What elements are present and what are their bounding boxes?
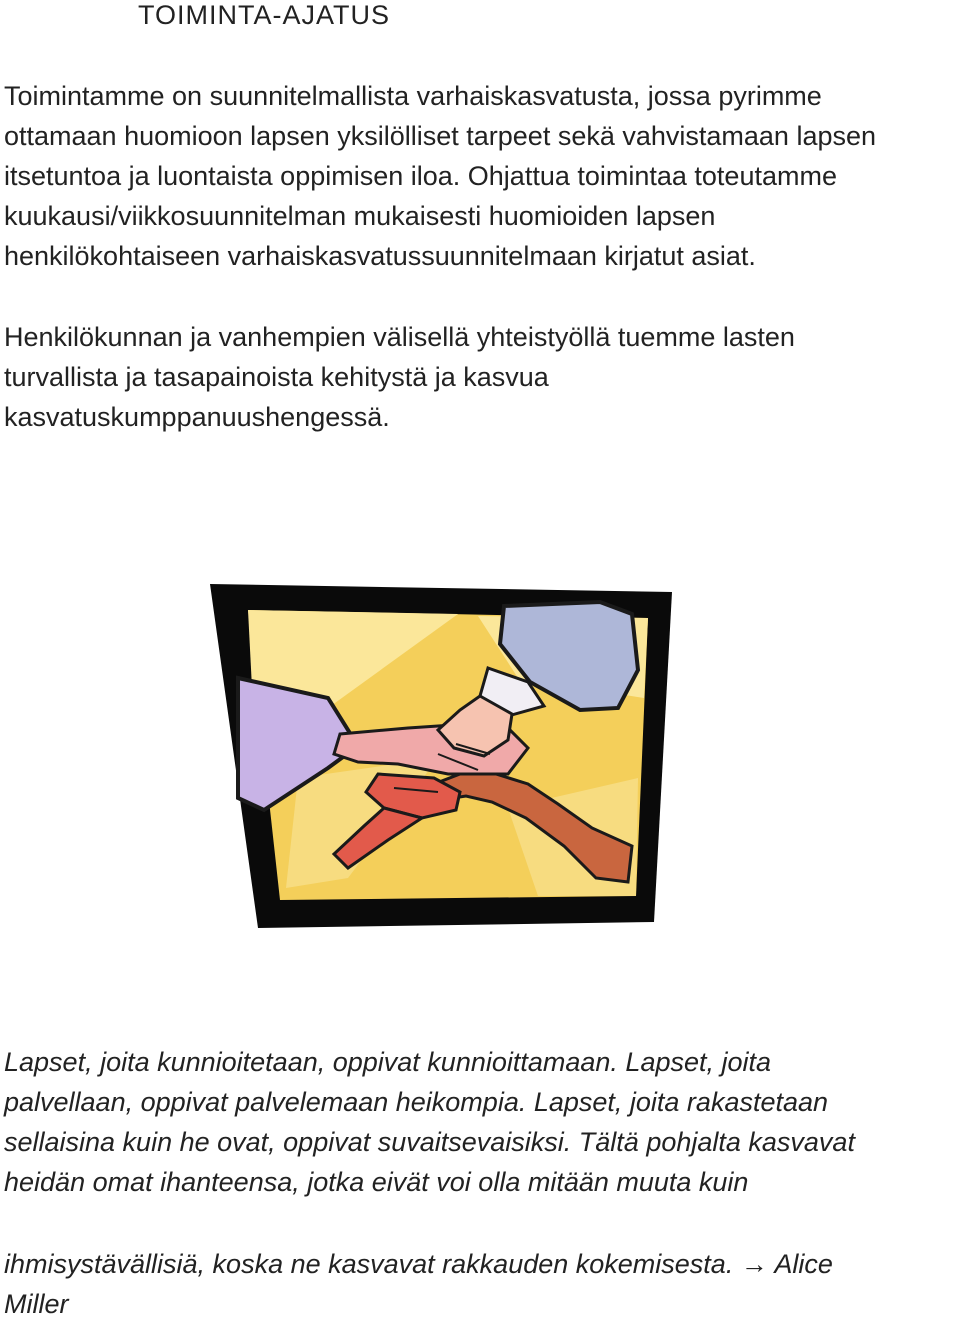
paragraph-line: kasvatuskumppanuushengessä.	[4, 402, 390, 432]
document-title: TOIMINTA-AJATUS	[138, 0, 391, 30]
quote-author-last: Miller	[4, 1289, 69, 1319]
quote-line: Lapset, joita kunnioitetaan, oppivat kunnioittamaan. Lapset, joita	[4, 1047, 772, 1077]
quote-closing-text: ihmisystävällisiä, koska ne kasvavat rakkauden kokemisesta.	[4, 1249, 734, 1279]
quote-closing	[4, 1244, 956, 1324]
paragraph-line: turvallista ja tasapainoista kehitystä ja kasvua	[4, 362, 549, 392]
quote-line: sellaisina kuin he ovat, oppivat suvaitsevaisiksi. Tältä pohjalta kasvavat	[4, 1127, 855, 1157]
paragraph-line: henkilökohtaiseen varhaiskasvatussuunnitelmaan kirjatut asiat.	[4, 241, 756, 271]
quote-block	[4, 1042, 956, 1202]
paragraph-line: kuukausi/viikkosuunnitelman mukaisesti huomioiden lapsen	[4, 201, 716, 231]
paragraph-line: ottamaan huomioon lapsen yksilölliset tarpeet sekä vahvistamaan lapsen	[4, 121, 877, 151]
paragraph-line: Henkilökunnan ja vanhempien välisellä yhteistyöllä tuemme lasten	[4, 322, 795, 352]
paragraph-line: Toimintamme on suunnitelmallista varhaiskasvatusta, jossa pyrimme	[4, 81, 822, 111]
quote-closing-line	[4, 1244, 956, 1284]
arrow-right-icon: →	[740, 1249, 768, 1279]
quote-author-first: Alice	[774, 1249, 833, 1279]
paragraph-mission	[4, 76, 956, 276]
paragraph-cooperation	[4, 317, 956, 437]
quote-line: heidän omat ihanteensa, jotka eivät voi olla mitään muuta kuin	[4, 1167, 749, 1197]
handshake-clipart-icon	[208, 578, 674, 930]
quote-line: palvellaan, oppivat palvelemaan heikompia. Lapset, joita rakastetaan	[4, 1087, 829, 1117]
paragraph-line: itsetuntoa ja luontaista oppimisen iloa. Ohjattua toimintaa toteutamme	[4, 161, 837, 191]
